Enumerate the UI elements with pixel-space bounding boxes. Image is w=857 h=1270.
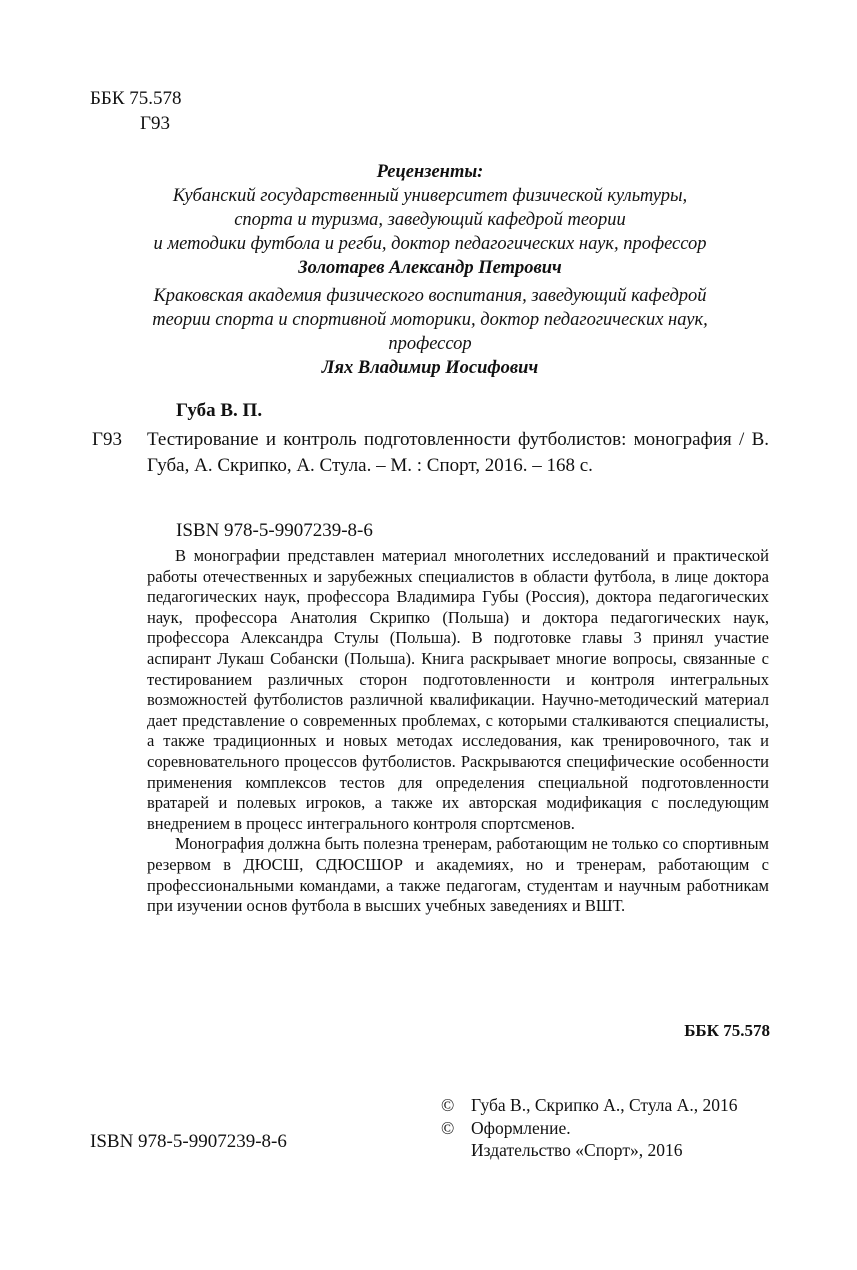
reviewer-1-affiliation-line: спорта и туризма, заведующий кафедрой теории [234,210,626,230]
reviewer-1-affiliation-line: и методики футбола и регби, доктор педагогических наук, профессор [153,234,707,254]
bbk-code: ББК 75.578 [90,88,182,109]
copyright-block [441,1094,737,1162]
copyright-publisher: Издательство «Спорт», 2016 [471,1140,683,1160]
entry-isbn: ISBN 978-5-9907239-8-6 [176,520,373,541]
bbk-footer-code: ББК 75.578 [684,1021,770,1040]
entry-author: Губа В. П. [176,400,263,421]
reviewers-block [60,160,800,380]
reviewer-2-affiliation-line: теории спорта и спортивной моторики, доктор педагогических наук, [152,310,708,330]
reviewer-1-affiliation-line: Кубанский государственный университет физической культуры, [172,186,688,206]
reviewer-2-affiliation-line: Краковская академия физического воспитания, заведующий кафедрой [153,286,707,306]
reviewer-2-name: Лях Владимир Иосифович [321,358,539,378]
reviewer-1-name: Золотарев Александр Петрович [298,258,562,278]
bibliographic-description: Тестирование и контроль подготовленности футболистов: монография / В. Губа, А. Скрипко, А. Стула. – М. : Спорт, 2016. – 168 с. [147,429,769,476]
copyright-authors: Губа В., Скрипко А., Стула А., 2016 [471,1095,738,1115]
copyright-icon: © [441,1095,455,1115]
isbn-footer: ISBN 978-5-9907239-8-6 [90,1131,287,1152]
copyright-icon: © [441,1117,455,1138]
author-mark-code: Г93 [140,113,170,134]
annotation-paragraph: В монографии представлен материал многолетних исследований и практической работы отечественных и зарубежных специалистов в области футбола, в лице доктора педагогических наук, профессора Владимира Губы (Россия), доктора педагогических наук, профессора Анатолия Скрипко (Польша) и доктора педагогических наук, профессора Александра Стулы (Польша). В подготовке главы 3 принял участие аспирант Лукаш Собански (Польша). Книга раскрывает многие вопросы, связанные с тестированием различных сторон подготовленности и контроля интегральных возможностей футболистов различной квалификации. Научно-методический материал дает представление о современных проблемах, с которыми сталкиваются специалисты, а также традиционных и новых методах исследования, как тренировочного, так и соревновательного процессов футболистов. Раскрываются специфические особенности применения комплексов тестов для определения специальной подготовленности вратарей и полевых игроков, а также их авторская модификация с последующим внедрением в процесс интегрального контроля спортсменов. [147,546,769,833]
annotation [147,546,769,917]
reviewers-heading: Рецензенты: [376,162,484,182]
entry-code: Г93 [92,429,122,450]
reviewer-2-affiliation-line: профессор [388,334,472,354]
bbk-header [90,86,182,136]
annotation-paragraph: Монография должна быть полезна тренерам, работающим не только со спортивным резервом в ДЮСШ, СДЮСШОР и академиях, но и тренерам, работающим с профессиональными командами, а также педагогам, студентам и научным работникам при изучении основ футбола в высших учебных заведениях и ВШТ. [147,834,769,916]
copyright-design: Оформление. [471,1117,571,1138]
